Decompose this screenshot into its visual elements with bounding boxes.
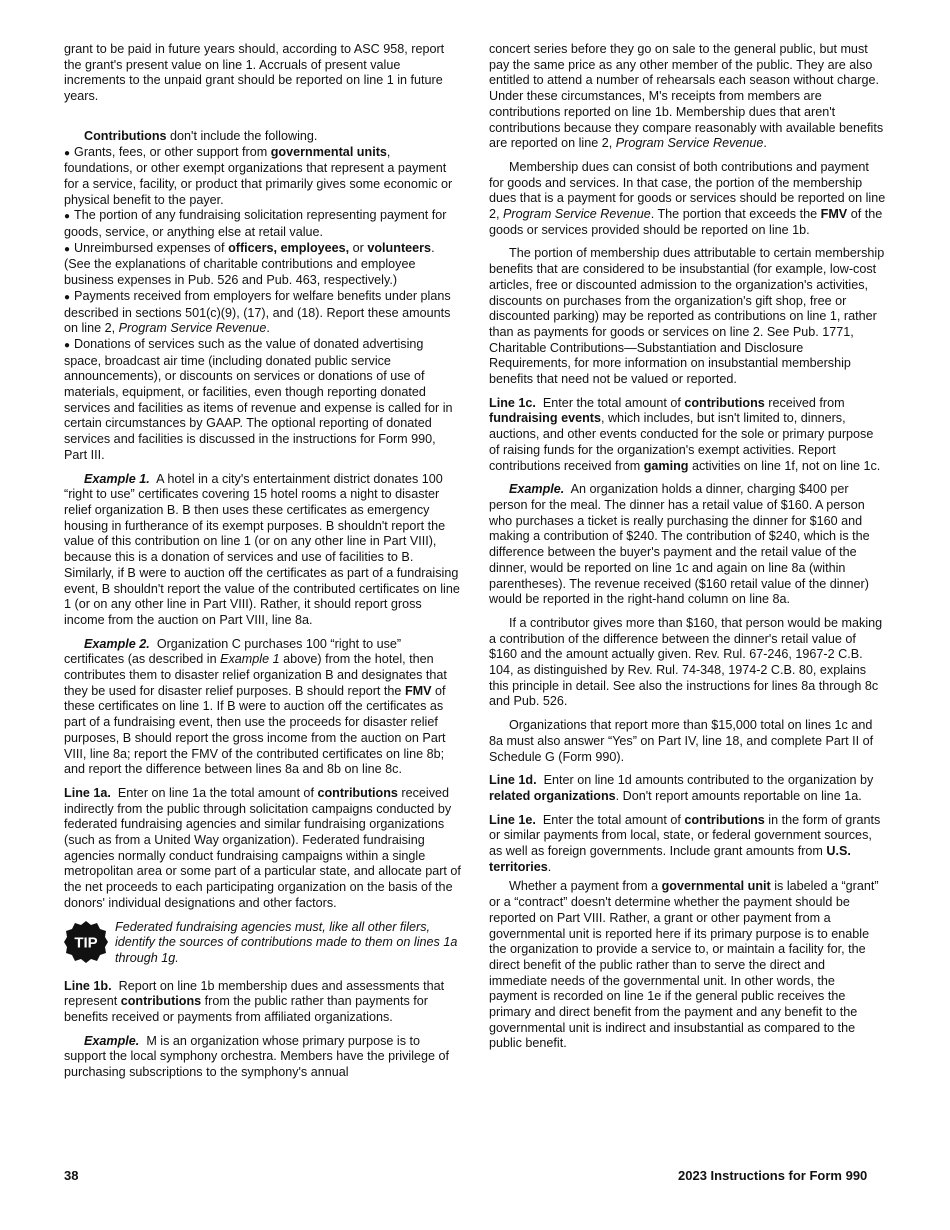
text-span: , foundations, or other exempt organizations that represent a payment for a service, facility, or product that primarily gives some economic or physical benefit to the payer. — [64, 144, 453, 207]
text-span: . (See the explanations of charitable contributions and employee business expenses in Pub. 526 and Pub. 463, respectively.) — [64, 240, 435, 288]
text-span: above) from the hotel, then contributes them to disaster relief organization B and designates that they be used for disaster relief purposes. B should report the — [64, 652, 447, 698]
paragraph-insubstantial: The portion of membership dues attributable to certain membership benefits that are considered to be insubstantial (for example, low-cost articles, free or discounted admission to the organization's activities, discounts on purchases from the organization's gift shop, free or discounted parking) may be reported as contributions on line 1, rather than as payments for goods or services on line 2. See Pub. 1771, Charitable Contributions—Substantiation and Disclosure Requirements, for more information on insubstantial membership benefits that need not be valued or reported. — [489, 246, 885, 387]
text-span: . — [763, 136, 767, 151]
text-span: Report on line 1b membership dues and assessments that represent — [64, 978, 445, 1009]
text-span: Grants, fees, or other support from — [74, 144, 271, 159]
text-span: from the public rather than payments for benefits received or payments from affiliated organizations. — [64, 994, 428, 1025]
text-span: . — [266, 321, 270, 336]
example-label: Example. — [84, 1033, 140, 1048]
text-span: concert series before they go on sale to the general public, but must pay the same price as any other member of the public. They are also entitled to attend a number of rehearsals each season without charge. Under these circumstances, M's receipts from members are contributions reported on line 1b. Membership dues that aren't contributions because they compare reasonably with available benefits are reported on line 2, — [489, 42, 884, 151]
paragraph-schedule-g: Organizations that report more than $15,000 total on lines 1c and 8a must also answer “Yes” on Part IV, line 18, and complete Part II of Schedule G (Form 990). — [489, 718, 874, 764]
bold-term: officers, employees, — [228, 240, 350, 255]
text-span: Organization C purchases 100 “right to use” certificates (as described in — [64, 636, 402, 667]
text-span: received indirectly from the public through solicitation campaigns conducted by federated fundraising agencies and similar fundraising organizations (such as from a United Way organization). Federated fundraising agencies normally conduct fundraising campaigns within a single metropolitan area or some part of a particular state, and allocate part of the net proceeds to each participating organization on the basis of the donors' individual designations and other factors. — [64, 785, 461, 910]
text-span: Unreimbursed expenses of — [74, 240, 229, 255]
paragraph-asc958: grant to be paid in future years should, according to ASC 958, report the grant's present value on line 1. Accruals of present value increments to the unpaid grant should be reported on line 1 in future years. — [64, 42, 445, 104]
bold-term: contributions — [684, 812, 765, 827]
left-column — [64, 42, 461, 1089]
right-column — [489, 42, 886, 1060]
list-item — [64, 241, 461, 289]
line-heading: Line 1a. — [64, 785, 111, 800]
example-symphony — [64, 1034, 461, 1081]
text-span: activities on line 1f, not on line 1c. — [688, 458, 881, 473]
text-span: Donations of services such as the value of donated advertising space, broadcast air time (including donated public service announcements), or discounts on services or donations of use of materials, equipment, or facilities, even though reporting donated services and facilities as items of revenue and expense is called for in certain circumstances by GAAP. The optional reporting of donated services and facilities is discussed in the instructions for Form 990, Part III. — [64, 336, 453, 462]
text-span: of these certificates on line 1. If B were to auction off the certificates as part of a fundraising event, then use the proceeds for disaster relief purposes, B should report the gross income from the auction on Part VIII, line 8a; report the FMV of the contributed certificates on line 8b; and report the difference between lines 8a and 8b on line 8c. — [64, 683, 446, 777]
bullet-icon: ● — [64, 291, 71, 303]
text-span: Membership dues can consist of both contributions and payment for goods and services. In that case, the portion of the membership dues that is a payment for goods or services should be reported on line 2, — [489, 159, 886, 222]
paragraph-governmental-unit — [489, 879, 886, 1052]
text-span: Enter on line 1d amounts contributed to the organization by — [543, 773, 874, 788]
bold-term: FMV — [820, 207, 848, 222]
list-item — [64, 145, 461, 209]
text-span: The portion of any fundraising solicitation representing payment for goods, service, or anything else at retail value. — [64, 208, 447, 240]
bold-term: gaming — [643, 458, 689, 473]
line-heading: Line 1d. — [489, 773, 537, 788]
text-span: or — [349, 240, 368, 255]
text-span: is labeled a “grant” or a “contract” doesn't determine whether the payment should be reported on Part VIII. Rather, a grant or other payment from a governmental unit is reported here if its primary purpose is to enable the organization to provide a service to, or maintain a facility for, the direct benefit of the public rather than to serve the direct and immediate needs of the governmental unit. In other words, the payment is recorded on line 1e if the general public receives the primary and direct benefit from the payment and any benefit to the governmental unit is indirect and insubstantial as compared to the public benefit. — [489, 879, 879, 1051]
bold-term: related organizations — [489, 788, 616, 803]
tip-label: TIP — [74, 934, 98, 952]
line-heading: Line 1b. — [64, 978, 112, 993]
text-span: M is an organization whose primary purpose is to support the local symphony orchestra. Members have the privilege of purchasing subscriptions to the symphony's annual — [64, 1033, 450, 1080]
text-span: in the form of grants or similar payments from local, state, or federal government sources, as well as foreign governments. Include grant amounts from — [489, 812, 881, 859]
text-span: . — [547, 859, 552, 874]
bold-term: governmental units — [270, 144, 387, 159]
page-number: 38 — [64, 1168, 79, 1183]
italic-term: Program Service Revenue — [503, 207, 651, 222]
bold-term: governmental unit — [661, 879, 771, 894]
bold-term: contributions — [317, 785, 398, 800]
tip-text: Federated fundraising agencies must, like all other filers, identify the sources of contributions made to them on lines 1a through 1g. — [115, 919, 458, 965]
bullet-icon: ● — [64, 243, 71, 255]
paragraph-contributor: If a contributor gives more than $160, that person would be making a contribution of the difference between the dinner's retail value of $160 and the amount actually given. Rev. Rul. 67-246, 1967-2 C.B. 104, as distinguished by Rev. Rul. 74-348, 1974-2 C.B. 80, explains this principle in detail. See also the instructions for lines 8a through 8c and Pub. 526. — [489, 615, 883, 709]
contributions-exclusions-intro — [64, 129, 461, 145]
text-span: Enter the total amount of — [542, 812, 685, 827]
bold-term: Contributions — [84, 128, 167, 143]
text-span: received from — [764, 395, 845, 410]
text-span: , which includes, but isn't limited to, dinners, auctions, and other events conducted for the sole or primary purpose of raising funds for the organization's exempt activities. Report contributions received from — [489, 411, 874, 473]
text-span: Enter the total amount of — [542, 395, 685, 410]
bullet-icon: ● — [64, 211, 71, 223]
tip-box — [64, 920, 461, 967]
line-1c-section — [489, 396, 886, 475]
line-1a-section — [64, 786, 461, 912]
bold-term: volunteers — [367, 240, 432, 255]
paragraph-dues-mixed — [489, 160, 886, 239]
list-item — [64, 337, 461, 464]
italic-term: Program Service Revenue — [615, 136, 764, 151]
bold-term: contributions — [684, 395, 765, 410]
example-label: Example. — [509, 482, 565, 497]
line-1d-section — [489, 773, 886, 804]
example-2 — [64, 637, 461, 778]
footer-title: 2023 Instructions for Form 990 — [678, 1168, 868, 1183]
text-span: of the goods or services provided should be reported on line 1b. — [489, 207, 883, 237]
text-span: A hotel in a city's entertainment district donates 100 “right to use” certificates covering 15 hotel rooms a night to disaster relief organization B. B then uses these certificates as emergency housing in furtherance of its exempt purposes. B shouldn't report the value of this contribution on line 1 (or on any other line in Part VIII), because this is a donation of services and use of facilities to B. Similarly, if B were to auction off the certificates as part of a fundraising event, B shouldn't report the value of the contributed certificates on line 1 (or on any other line in Part VIII). Rather, it should report gross income from the auction on Part VIII, line 8a. — [64, 471, 460, 627]
text-span: Enter on line 1a the total amount of — [117, 785, 318, 800]
italic-term: Example 1 — [220, 652, 280, 667]
italic-term: Program Service Revenue — [118, 321, 267, 336]
list-item — [64, 208, 461, 240]
text-span: . Don't report amounts reportable on line 1a. — [615, 788, 862, 803]
bold-term: FMV — [404, 683, 432, 698]
bullet-icon: ● — [64, 339, 71, 351]
example-label: Example 2. — [84, 636, 150, 651]
text-span: Payments received from employers for welfare benefits under plans described in sections 501(c)(9), (17), and (18). Report these amounts on line 2, — [64, 288, 451, 336]
text-span: Whether a payment from a — [509, 879, 662, 894]
line-1b-section — [64, 979, 461, 1026]
line-1e-section — [489, 813, 886, 876]
example-1 — [64, 472, 461, 629]
text-span: don't include the following. — [166, 128, 318, 143]
bold-term: contributions — [120, 994, 202, 1009]
line-heading: Line 1c. — [489, 395, 536, 410]
example-dinner — [489, 482, 886, 608]
example-label: Example 1. — [84, 471, 150, 486]
bullet-icon: ● — [64, 147, 71, 159]
text-span: . The portion that exceeds the — [650, 207, 821, 222]
text-span: An organization holds a dinner, charging $400 per person for the meal. The dinner has a retail value of $160. A person who purchases a ticket is really purchasing the dinner for $160 and making a contribution of $240. The contribution of $240, which is the difference between the buyer's payment and the retail value of the dinner, would be reported on line 1c and again on line 8a (within parentheses). The revenue received ($160 retail value of the dinner) would be reported in the right-hand column on line 8a. — [489, 482, 870, 607]
list-item — [64, 289, 461, 337]
paragraph-symphony-cont — [489, 42, 886, 152]
tip-icon — [64, 920, 108, 964]
line-heading: Line 1e. — [489, 812, 536, 827]
bold-term: U.S. territories — [489, 844, 851, 874]
bold-term: fundraising events — [489, 411, 601, 426]
